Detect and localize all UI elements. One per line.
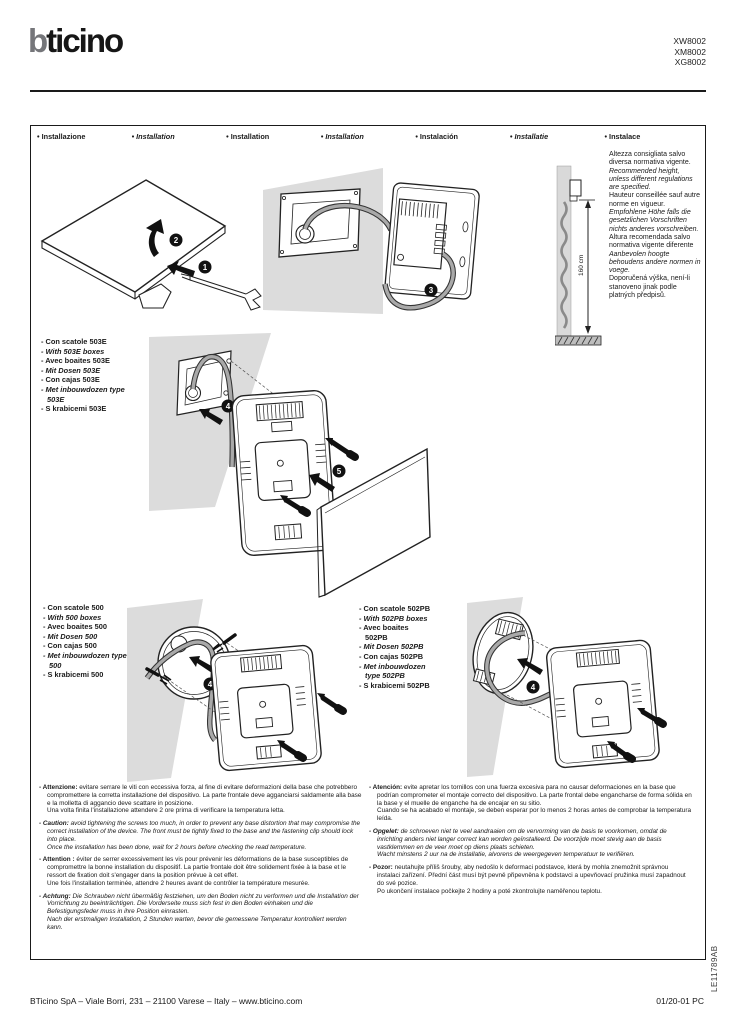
warning-note: Nach der erstmaligen Installation, 2 Stunden warten, bevor die gemessene Temperatur kontrolliert werden kann. bbox=[47, 915, 347, 931]
screwdriver-icon bbox=[181, 274, 261, 310]
list-item: - Met inbouwdozen type 502PB bbox=[359, 661, 426, 681]
title-installatie: • Installatie bbox=[509, 132, 549, 141]
svg-text:5: 5 bbox=[336, 467, 342, 476]
box-list-503e bbox=[41, 337, 125, 414]
list-item: - Con cajas 502PB bbox=[359, 651, 424, 661]
warning-lead: - Pozor: bbox=[369, 864, 393, 872]
list-item: - Con cajas 503E bbox=[41, 375, 100, 385]
list-item: - Con cajas 500 bbox=[43, 641, 97, 651]
svg-text:4: 4 bbox=[530, 683, 536, 692]
model-number: XG8002 bbox=[674, 57, 706, 67]
base-plate bbox=[232, 390, 337, 556]
warning-en bbox=[39, 820, 363, 851]
list-item: - Met inbouwdozen type 503E bbox=[41, 384, 125, 404]
warning-it bbox=[39, 784, 363, 815]
title-installation-fr: • Installation bbox=[226, 132, 270, 141]
title-instalacion: • Instalación bbox=[415, 132, 459, 141]
warning-body: Die Schrauben nicht übermäßig festziehen, um den Boden nicht zu verformen und die Installation der Vorrichtung zu beeinträchtigen. Die Vorderseite muss sich fest in den Boden einhaken und die Befestigungsfeder muss in ihre Position einrasten. bbox=[47, 892, 359, 916]
svg-text:1: 1 bbox=[202, 263, 208, 272]
document-code: LE11789AB bbox=[710, 945, 719, 992]
mounting-height-diagram bbox=[555, 164, 603, 351]
svg-text:2: 2 bbox=[173, 236, 179, 245]
footer-address: BTicino SpA – Viale Borri, 231 – 21100 Varese – Italy – www.bticino.com bbox=[30, 996, 303, 1006]
warning-lead: - Atención: bbox=[369, 784, 403, 791]
instruction-frame bbox=[30, 125, 706, 960]
screw-icon bbox=[317, 693, 343, 711]
title-installazione: • Installazione bbox=[37, 132, 86, 141]
warning-note: Once the installation has been done, wait for 2 hours before checking the read temperature. bbox=[47, 843, 307, 851]
warning-note: Une fois l'installation terminée, attendre 2 heures avant de contrôler la température mesurée. bbox=[47, 879, 310, 887]
warning-nl bbox=[369, 828, 693, 859]
list-item: - S krabicemi 502PB bbox=[359, 680, 430, 690]
logo-gray-letter: b bbox=[28, 22, 47, 59]
base-plate bbox=[207, 645, 322, 771]
note-it: Altezza consigliata salvo diversa normativa vigente. bbox=[609, 151, 691, 167]
step-4-badge bbox=[527, 681, 540, 694]
base-plate bbox=[546, 640, 660, 769]
list-item: - Con scatole 500 bbox=[43, 603, 104, 612]
step-3-badge bbox=[425, 284, 438, 297]
box-list-502pb bbox=[359, 604, 431, 690]
warning-body: éviter de serrer excessivement les vis pour prévenir les déformations de la base susceptibles de compromettre la bonne installation du dispositif. La partie frontale doit être solidement fixée à la base et le ressort de fixation doit s'engager dans la position prévue à cet effet. bbox=[47, 856, 349, 879]
wall-section bbox=[557, 166, 571, 336]
step-5-badge bbox=[333, 465, 346, 478]
footer-revision: 01/20-01 PC bbox=[656, 996, 704, 1006]
warning-lead: - Caution: bbox=[39, 820, 69, 828]
mounting-502pb-illustration bbox=[467, 591, 701, 783]
list-item: - Met inbouwdozen type 500 bbox=[43, 650, 127, 670]
warning-body: neutahujte příliš šrouby, aby nedošlo k deformaci podstavce, která by mohla znemožnit správnou instalaci zařízení. Přední část musí být pevně připevněna k podstavci a upevňovací pružinka musí zapadnout do své pozice. bbox=[377, 864, 686, 887]
warning-cz bbox=[369, 864, 693, 895]
warning-note: Wacht minstens 2 uur na de installatie, alvorens de weergegeven temperatuur te verifiëren. bbox=[377, 851, 635, 859]
list-item: - With 500 boxes bbox=[43, 612, 102, 622]
warning-lead: - Attention : bbox=[39, 856, 75, 864]
svg-text:4: 4 bbox=[225, 402, 231, 411]
svg-text:4: 4 bbox=[207, 680, 213, 689]
mounting-503e-illustration bbox=[149, 329, 564, 611]
cover-removal-illustration bbox=[39, 164, 284, 349]
warnings-column-right bbox=[369, 784, 693, 900]
warning-body: evitare serrare le viti con eccessiva forza, al fine di evitare deformazioni della base che potrebbero compromettere la corretta installazione del dispositivo. La parte frontale deve agganciarsi saldamente alla base e la molletta di aggancio deve scattare in posizione. bbox=[47, 784, 362, 807]
list-item: - Mit Dosen 500 bbox=[43, 631, 98, 641]
warning-body: evite apretar los tornillos con una fuerza excesiva para no causar deformaciones en la base que podrían comprometer el montaje correcto del dispositivo. La parte frontal debe engancharse de forma sólida en la base y el muelle de enganche ha de encajar en su sitio. bbox=[377, 784, 692, 807]
warning-body: de schroeven niet te veel aandraaien om de vervorming van de basis te voorkomen, omdat de inrichting anders niet langer correct kan worden geïnstalleerd. De voorzijde moet stevig aan de basis vastklemmen en de veer moet op diens plaats schieten. bbox=[377, 827, 667, 851]
warning-note: Cuando se ha acabado el montaje, se deben esperar por lo menos 2 horas antes de comprobar la temperatura leída. bbox=[377, 807, 692, 823]
warning-lead: - Attenzione: bbox=[39, 784, 78, 791]
warning-de bbox=[39, 893, 363, 932]
warning-note: Po ukončení instalace počkejte 2 hodiny a poté zkontrolujte naměřenou teplotu. bbox=[377, 887, 602, 895]
mounting-500-illustration bbox=[127, 594, 364, 786]
list-item: - Avec boaites 503E bbox=[41, 356, 110, 366]
note-fr: Hauteur conseillée sauf autre norme en vigueur. bbox=[609, 192, 701, 208]
list-item: - Con scatole 503E bbox=[41, 337, 107, 346]
list-item: - Con scatole 502PB bbox=[359, 604, 431, 613]
section-title-row bbox=[37, 132, 699, 141]
wiring-illustration bbox=[257, 162, 504, 350]
warning-lead: - Achtung: bbox=[39, 892, 71, 900]
cover-clip bbox=[139, 284, 171, 308]
bticino-logo bbox=[28, 24, 122, 58]
note-nl: Aanbevolen hoogte behoudens andere normen in voege. bbox=[609, 250, 701, 275]
warning-fr bbox=[39, 856, 363, 887]
title-instalace: • Instalace bbox=[604, 132, 641, 141]
note-en: Recommended height, unless different regulations are specified. bbox=[609, 167, 693, 192]
warning-es bbox=[369, 784, 693, 823]
note-de: Empfohlene Höhe falls die gesetzlichen Vorschriften nichts anderes vorschreiben. bbox=[609, 209, 699, 233]
note-es: Altura recomendada salvo normativa vigente diferente bbox=[609, 233, 694, 250]
warning-note: Una volta finita l'installazione attendere 2 ore prima di verificare la temperatura letta. bbox=[47, 807, 285, 815]
device-base bbox=[384, 182, 479, 299]
header-rule bbox=[30, 90, 706, 92]
list-item: - S krabicemi 503E bbox=[41, 404, 107, 414]
list-item: - Mit Dosen 502PB bbox=[359, 642, 424, 652]
title-installation-de: • Installation bbox=[320, 132, 364, 141]
warning-body: avoid tightening the screws too much, in order to prevent any base distortion that may compromise the correct installation of the device. The front must be tightly fixed to the base and the fastening clip should lock into place. bbox=[47, 820, 361, 843]
note-cz: Doporučená výška, není-li stanoveno jinak podle platných předpisů. bbox=[609, 275, 690, 300]
logo-black-letters: ticino bbox=[46, 22, 123, 59]
list-item: - S krabicemi 500 bbox=[43, 670, 104, 680]
list-item: - With 502PB boxes bbox=[359, 613, 428, 623]
step-2-badge bbox=[170, 234, 183, 247]
dimension-label: 160 cm bbox=[578, 254, 585, 276]
warnings-column-left bbox=[39, 784, 363, 937]
list-item: - Mit Dosen 503E bbox=[41, 365, 101, 375]
warning-lead: - Opgelet: bbox=[369, 827, 399, 835]
title-installation-en: • Installation bbox=[131, 132, 175, 141]
svg-text:3: 3 bbox=[428, 286, 434, 295]
box-list-500 bbox=[43, 603, 127, 680]
list-item: - Avec boaites 502PB bbox=[359, 623, 409, 642]
height-notes bbox=[609, 151, 701, 300]
list-item: - Avec boaites 500 bbox=[43, 622, 107, 632]
list-item: - With 503E boxes bbox=[41, 346, 105, 356]
model-numbers bbox=[673, 36, 706, 68]
step-1-badge bbox=[199, 261, 212, 274]
thermostat bbox=[570, 180, 581, 196]
model-number: XW8002 bbox=[673, 36, 706, 46]
model-number: XM8002 bbox=[674, 46, 706, 57]
